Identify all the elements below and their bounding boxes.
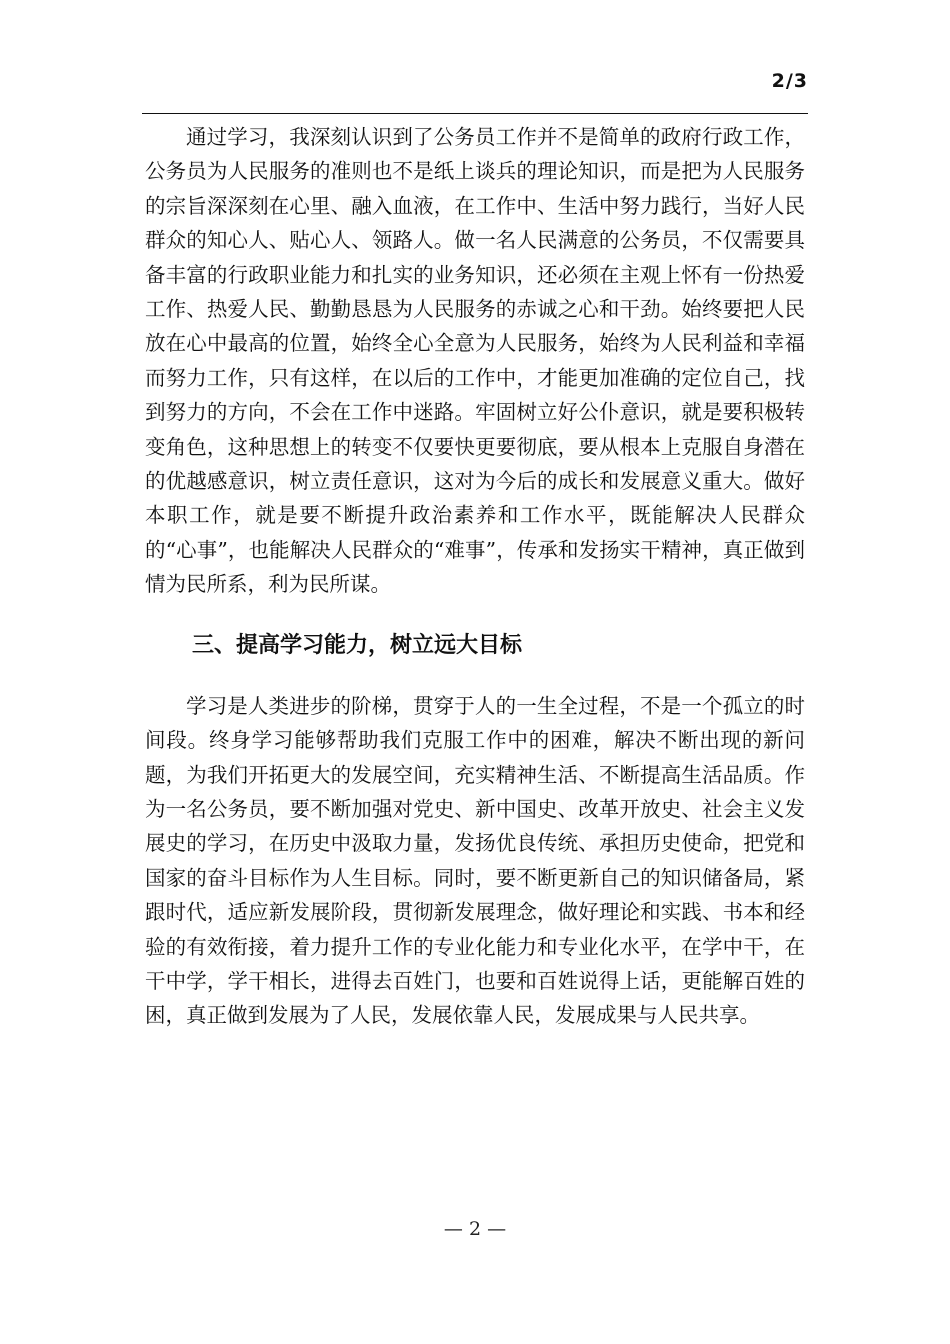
section-heading: 三、提高学习能力，树立远大目标 [192,632,523,658]
page-counter: 2/3 [771,70,808,92]
document-body [145,120,805,1033]
body-paragraph-1: 通过学习，我深刻认识到了公务员工作并不是简单的政府行政工作，公务员为人民服务的准则也不是纸上谈兵的理论知识，而是把为人民服务的宗旨深深刻在心里、融入血液，在工作中、生活中努力践行，当好人民群众的知心人、贴心人、领路人。做一名人民满意的公务员，不仅需要具备丰富的行政职业能力和扎实的业务知识，还必须在主观上怀有一份热爱工作、热爱人民、勤勤恳恳为人民服务的赤诚之心和干劲。始终要把人民放在心中最高的位置，始终全心全意为人民服务，始终为人民利益和幸福而努力工作，只有这样，在以后的工作中，才能更加准确的定位自己，找到努力的方向，不会在工作中迷路。牢固树立好公仆意识，就是要积极转变角色，这种思想上的转变不仅要快更要彻底，要从根本上克服自身潜在的优越感意识，树立责任意识，这对为今后的成长和发展意义重大。做好本职工作，就是要不断提升政治素养和工作水平，既能解决人民群众的“心事”，也能解决人民群众的“难事”，传承和发扬实干精神，真正做到情为民所系，利为民所谋。 [145,125,805,597]
body-paragraph-2: 学习是人类进步的阶梯，贯穿于人的一生全过程，不是一个孤立的时间段。终身学习能够帮助我们克服工作中的困难，解决不断出现的新问题，为我们开拓更大的发展空间，充实精神生活、不断提高生活品质。作为一名公务员，要不断加强对党史、新中国史、改革开放史、社会主义发展史的学习，在历史中汲取力量，发扬优良传统、承担历史使命，把党和国家的奋斗目标作为人生目标。同时，要不断更新自己的知识储备局，紧跟时代，适应新发展阶段，贯彻新发展理念，做好理论和实践、书本和经验的有效衔接，着力提升工作的专业化能力和专业化水平，在学中干，在干中学，学干相长，进得去百姓门，也要和百姓说得上话，更能解百姓的困，真正做到发展为了人民，发展依靠人民，发展成果与人民共享。 [145,693,805,1028]
footer-page-number: — 2 — [443,1218,507,1240]
header-divider [142,113,808,114]
